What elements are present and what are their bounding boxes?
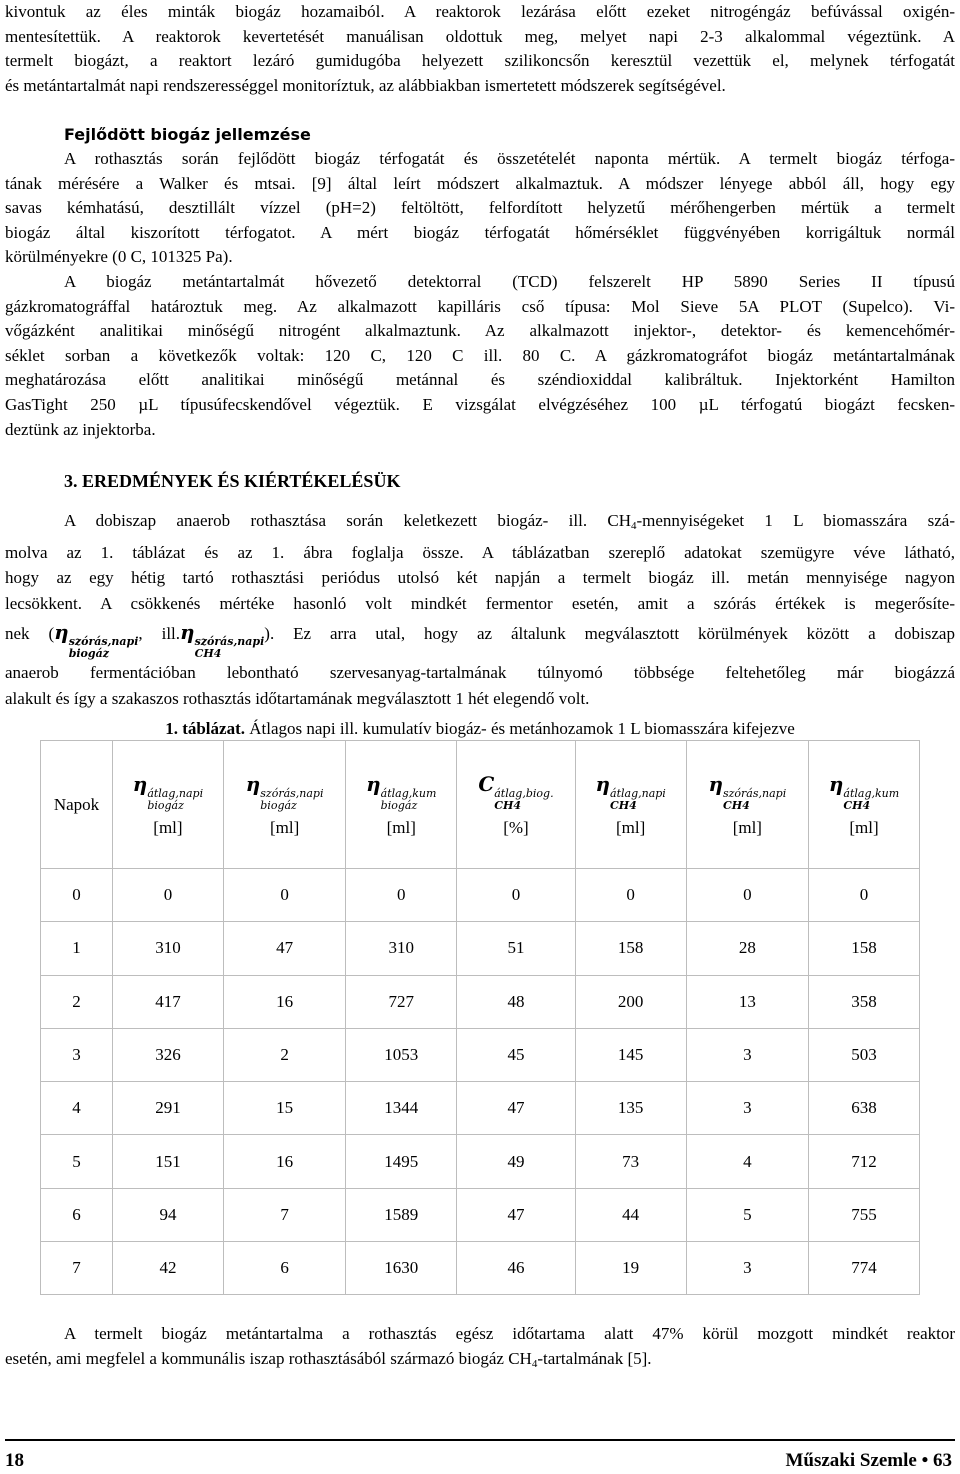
- text-line: lecsökkent. A csökkenés mértéke hasonló volt mindkét fermentor esetén, amit a szórás értékek is megerősíte-: [5, 594, 955, 614]
- value-cell: 47: [457, 1188, 576, 1241]
- value-cell: 151: [113, 1135, 224, 1188]
- value-cell: 0: [346, 869, 457, 922]
- text-line: nek (η szórás,napi biogáz , ill.η szórás,napi CH4 ). Ez arra utal, hogy az általunk megválasztott körülmények között a dobiszap: [5, 617, 955, 660]
- closing-paragraph: [5, 1322, 955, 1376]
- day-cell: 0: [41, 869, 113, 922]
- value-cell: 0: [457, 869, 576, 922]
- value-cell: 46: [457, 1242, 576, 1295]
- eta-symbol: η szórás,napi CH4: [180, 619, 265, 660]
- text-line: A biogáz metántartalmát hővezető detektorral (TCD) felszerelt HP 5890 Series II típusú: [64, 271, 955, 291]
- value-cell: 1630: [346, 1242, 457, 1295]
- intro-paragraph: [5, 0, 955, 98]
- eta-symbol: η szórás,napi biogáz: [54, 619, 139, 660]
- subheading: Fejlődött biogáz jellemzése: [64, 125, 311, 144]
- text-line: termelt biogázt, a reaktort lezáró gumidugóba helyezett szilikoncsőn keresztül vezettük el, melynek térfogatát: [5, 51, 955, 71]
- value-cell: 19: [575, 1242, 686, 1295]
- text-line: anaerob fermentációban lebontható szervesanyag-tartalmának túlnyomó többsége feltehetőleg már biogázzá: [5, 662, 955, 682]
- value-cell: 16: [223, 1135, 345, 1188]
- table-row: [41, 1028, 920, 1081]
- text-line: hogy az egy hétig tartó rothasztási periódus utolsó két napján a termelt biogáz ill. metán mennyisége nagyon: [5, 568, 955, 588]
- day-cell: 5: [41, 1135, 113, 1188]
- value-cell: 417: [113, 975, 224, 1028]
- value-cell: 158: [575, 922, 686, 975]
- value-cell: 0: [223, 869, 345, 922]
- text-line: biogáz által kiszorított térfogatot. A mért biogáz térfogatát hőmérséklet függvényében korrigáltuk normál: [5, 222, 955, 242]
- header-cell: η átlag,kum CH4 [ml]: [809, 741, 920, 869]
- value-cell: 158: [809, 922, 920, 975]
- text-line: meghatározása előtt analitikai minőségű metánnal és széndioxiddal kalibráltuk. Injektorként Hamilton: [5, 370, 955, 390]
- value-cell: 291: [113, 1082, 224, 1135]
- value-cell: 94: [113, 1188, 224, 1241]
- page-number: 18: [5, 1450, 24, 1471]
- footer-rule: [5, 1439, 955, 1441]
- text-line: esetén, ami megfelel a kommunális iszap rothasztásából származó biogáz CH4-tartalmának [5].: [5, 1348, 652, 1370]
- value-cell: 712: [809, 1135, 920, 1188]
- table-caption: 1. táblázat. Átlagos napi ill. kumulatív biogáz- és metánhozamok 1 L biomasszára kifejezve: [165, 719, 795, 738]
- value-cell: 358: [809, 975, 920, 1028]
- value-cell: 28: [686, 922, 808, 975]
- method-paragraph: [5, 147, 955, 442]
- text-line: molva az 1. táblázat és az 1. ábra foglalja össze. A táblázatban szereplő adatokat szemügyre véve látható,: [5, 542, 955, 562]
- value-cell: 0: [809, 869, 920, 922]
- value-cell: 1344: [346, 1082, 457, 1135]
- value-cell: 0: [113, 869, 224, 922]
- value-cell: 3: [686, 1082, 808, 1135]
- value-cell: 15: [223, 1082, 345, 1135]
- text-line: tának mérésére a Walker és mtsai. [9] által leírt módszert alkalmaztuk. A módszer lényege abból áll, hogy egy: [5, 173, 955, 193]
- table-row: [41, 1188, 920, 1241]
- results-paragraph: [5, 508, 955, 711]
- header-cell: η átlag,napi CH4 [ml]: [575, 741, 686, 869]
- day-cell: 6: [41, 1188, 113, 1241]
- text-line: alakult és így a szakaszos rothasztás időtartamának megválasztott 1 hét elegendő volt.: [5, 688, 590, 708]
- day-cell: 3: [41, 1028, 113, 1081]
- text-line: séklet sorban a következők voltak: 120 C, 120 C ill. 80 C. A gázkromatográfot biogáz metántartalmának: [5, 345, 955, 365]
- value-cell: 44: [575, 1188, 686, 1241]
- table-row: [41, 869, 920, 922]
- header-cell: η szórás,napi biogáz [ml]: [223, 741, 345, 869]
- value-cell: 503: [809, 1028, 920, 1081]
- value-cell: 47: [223, 922, 345, 975]
- value-cell: 135: [575, 1082, 686, 1135]
- text-line: és metántartalmát napi rendszerességgel monitoríztuk, az alábbiakban ismertetett módszerek segítségével.: [5, 75, 726, 95]
- value-cell: 145: [575, 1028, 686, 1081]
- table-header-row: [41, 741, 920, 869]
- value-cell: 1053: [346, 1028, 457, 1081]
- value-cell: 3: [686, 1028, 808, 1081]
- value-cell: 4: [686, 1135, 808, 1188]
- value-cell: 16: [223, 975, 345, 1028]
- value-cell: 2: [223, 1028, 345, 1081]
- value-cell: 727: [346, 975, 457, 1028]
- value-cell: 310: [113, 922, 224, 975]
- section-title: 3. EREDMÉNYEK ÉS KIÉRTÉKELÉSÜK: [64, 471, 401, 491]
- journal-name: Műszaki Szemle • 63: [785, 1450, 952, 1471]
- table-row: [41, 1135, 920, 1188]
- value-cell: 326: [113, 1028, 224, 1081]
- header-cell: η átlag,napi biogáz [ml]: [113, 741, 224, 869]
- day-cell: 2: [41, 975, 113, 1028]
- value-cell: 42: [113, 1242, 224, 1295]
- text-line: kivontuk az éles minták biogáz hozamaiból. A reaktorok lezárása előtt ezeket nitrogéngáz befúvással oxigén-: [5, 2, 955, 21]
- value-cell: 7: [223, 1188, 345, 1241]
- header-cell: C átlag,biog. CH4 [%]: [457, 741, 576, 869]
- value-cell: 73: [575, 1135, 686, 1188]
- text-line: körülményekre (0 C, 101325 Pa).: [5, 247, 233, 267]
- value-cell: 638: [809, 1082, 920, 1135]
- yield-table: [40, 740, 920, 1295]
- table-row: [41, 922, 920, 975]
- value-cell: 13: [686, 975, 808, 1028]
- text-line: mentesítettük. A reaktorok kevertetését manuálisan oldottuk meg, melyet napi 2-3 alkalommal végeztünk. A: [5, 26, 955, 46]
- text-line: A dobiszap anaerob rothasztása során keletkezett biogáz- ill. CH4-mennyiségeket 1 L biomasszára szá-: [64, 511, 955, 532]
- value-cell: 5: [686, 1188, 808, 1241]
- text-line: deztünk az injektorba.: [5, 419, 156, 439]
- value-cell: 0: [686, 869, 808, 922]
- header-cell: η átlag,kum biogáz [ml]: [346, 741, 457, 869]
- day-cell: 1: [41, 922, 113, 975]
- value-cell: 1495: [346, 1135, 457, 1188]
- text-line: A termelt biogáz metántartalma a rothasztás egész időtartama alatt 47% körül mozgott mindkét reaktor: [64, 1324, 955, 1343]
- text-line: vőgázként analitikai minőségű nitrogént alkalmaztunk. Az alkalmazott injektor-, detektor- és kemencehőmér-: [5, 321, 955, 341]
- value-cell: 3: [686, 1242, 808, 1295]
- value-cell: 47: [457, 1082, 576, 1135]
- value-cell: 755: [809, 1188, 920, 1241]
- table-row: [41, 1082, 920, 1135]
- value-cell: 48: [457, 975, 576, 1028]
- table-row: [41, 1242, 920, 1295]
- table-body: [41, 869, 920, 1295]
- text-line: A rothasztás során fejlődött biogáz térfogatát és összetételét naponta mértük. A termelt biogáz térfoga-: [64, 149, 955, 168]
- day-cell: 7: [41, 1242, 113, 1295]
- value-cell: 45: [457, 1028, 576, 1081]
- value-cell: 1589: [346, 1188, 457, 1241]
- value-cell: 0: [575, 869, 686, 922]
- value-cell: 774: [809, 1242, 920, 1295]
- text-line: savas kémhatású, desztillált vízzel (pH=2) feltöltött, felfordított helyzetű mérőhengerben mértük a termelt: [5, 198, 955, 218]
- day-cell: 4: [41, 1082, 113, 1135]
- value-cell: 51: [457, 922, 576, 975]
- text-line: gázkromatográffal határoztuk meg. Az alkalmazott kapilláris cső típusa: Mol Sieve 5A PLOT (Supelco). Vi-: [5, 296, 955, 316]
- text-line: GasTight 250 µL típusúfecskendővel végeztük. E vizsgálat elvégzéséhez 100 µL térfogatú biogázt fecsken-: [5, 394, 955, 414]
- header-cell: η szórás,napi CH4 [ml]: [686, 741, 808, 869]
- value-cell: 310: [346, 922, 457, 975]
- table-row: [41, 975, 920, 1028]
- value-cell: 49: [457, 1135, 576, 1188]
- value-cell: 6: [223, 1242, 345, 1295]
- header-napok: Napok: [41, 741, 113, 869]
- value-cell: 200: [575, 975, 686, 1028]
